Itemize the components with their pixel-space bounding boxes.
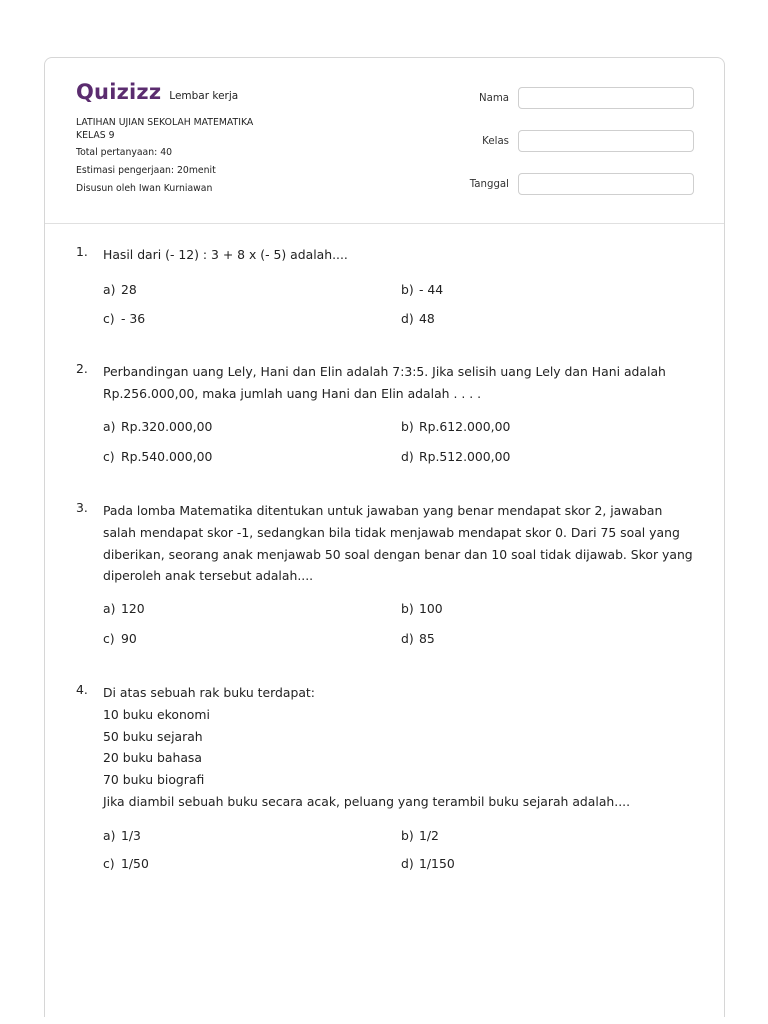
class-field-row: [465, 130, 694, 152]
question-line: 20 buku bahasa: [103, 750, 202, 766]
class-field[interactable]: [518, 130, 694, 152]
option-c: c) Rp.540.000,00: [103, 449, 213, 464]
question-number: 3.: [76, 500, 88, 515]
class-label: Kelas: [482, 135, 509, 147]
date-field[interactable]: [518, 173, 694, 195]
question-line: Jika diambil sebuah buku secara acak, peluang yang terambil buku sejarah adalah....: [103, 793, 631, 809]
option-b: b) 1/2: [401, 828, 439, 843]
question-line: 10 buku ekonomi: [103, 706, 210, 722]
date-label: Tanggal: [469, 178, 509, 190]
option-b: b) - 44: [401, 282, 444, 297]
worksheet-label: Lembar kerja: [169, 90, 239, 102]
time-estimate: Estimasi pengerjaan: 20menit: [76, 165, 216, 176]
question-line: 50 buku sejarah: [103, 728, 203, 744]
logo-wordmark: Quizizz: [76, 80, 162, 104]
question-number: 1.: [76, 244, 88, 259]
option-c: c) 1/50: [103, 856, 149, 871]
name-field[interactable]: [518, 87, 694, 109]
option-d: d) 85: [401, 631, 435, 646]
total-questions: Total pertanyaan: 40: [76, 147, 173, 158]
question-number: 2.: [76, 361, 88, 376]
name-label: Nama: [478, 92, 509, 104]
option-c: c) - 36: [103, 311, 146, 326]
option-d: d) 48: [401, 311, 435, 326]
date-field-row: [465, 173, 694, 195]
option-a: a) 28: [103, 282, 137, 297]
worksheet: [44, 57, 725, 1017]
option-a: a) 120: [103, 601, 145, 616]
quizizz-logo: [76, 80, 238, 104]
worksheet-title: LATIHAN UJIAN SEKOLAH MATEMATIKA: [76, 117, 254, 128]
question-text: Perbandingan uang Lely, Hani dan Elin adalah 7:3:5. Jika selisih uang Lely dan Hani adalah Rp.256.000,00, maka jumlah uang Hani dan Elin adalah . . . .: [103, 364, 666, 401]
option-b: b) 100: [401, 601, 443, 616]
worksheet-header: [45, 58, 724, 224]
option-c: c) 90: [103, 631, 137, 646]
option-a: a) 1/3: [103, 828, 141, 843]
author: Disusun oleh Iwan Kurniawan: [76, 183, 213, 194]
question-line: 70 buku biografi: [103, 772, 205, 788]
option-b: b) Rp.612.000,00: [401, 419, 511, 434]
option-d: d) 1/150: [401, 856, 455, 871]
question-text: [103, 682, 693, 813]
option-d: d) Rp.512.000,00: [401, 449, 511, 464]
worksheet-meta: [76, 116, 253, 198]
question-line: Di atas sebuah rak buku terdapat:: [103, 685, 315, 700]
question-text: Pada lomba Matematika ditentukan untuk jawaban yang benar mendapat skor 2, jawaban salah mendapat skor -1, sedangkan bila tidak menjawab mendapat skor 0. Dari 75 soal yang diberikan, seorang anak menjawab 50 soal dengan benar dan 10 soal tidak dijawab. Skor yang diperoleh anak tersebut adalah....: [103, 503, 693, 584]
name-field-row: [465, 87, 694, 109]
option-a: a) Rp.320.000,00: [103, 419, 213, 434]
question-text: Hasil dari (- 12) : 3 + 8 x (- 5) adalah....: [103, 247, 348, 262]
question-number: 4.: [76, 682, 88, 697]
worksheet-class: KELAS 9: [76, 130, 115, 141]
